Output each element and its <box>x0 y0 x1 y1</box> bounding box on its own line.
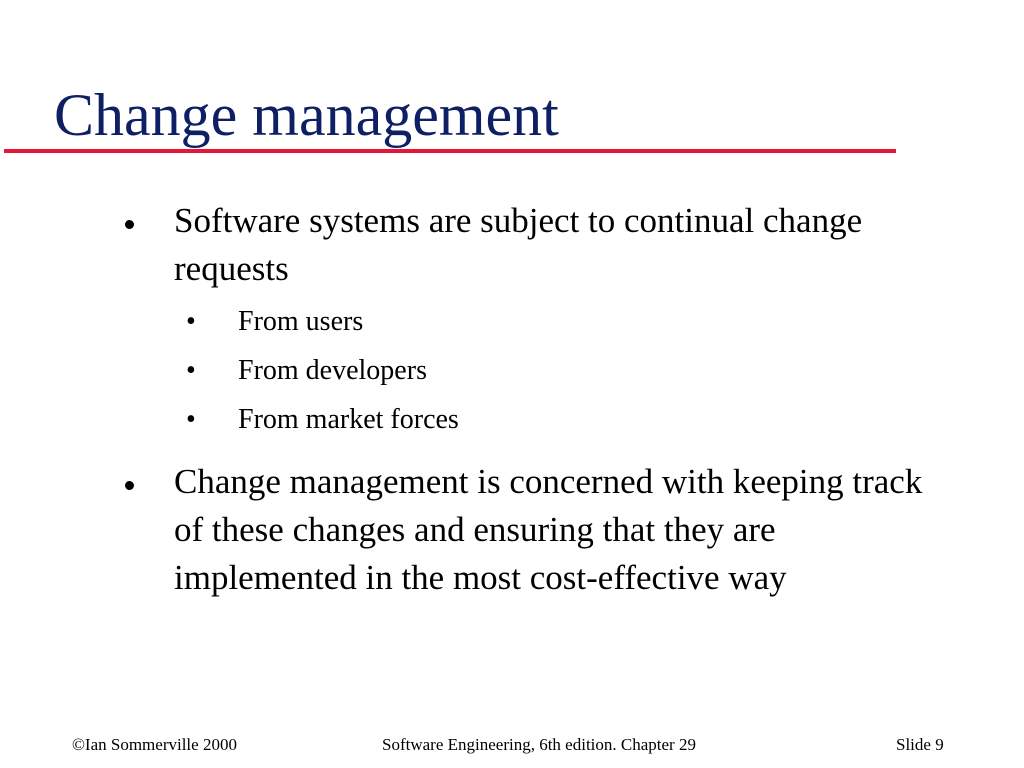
slide-title: Change management <box>54 82 559 148</box>
sub-bullet-dot-icon: • <box>186 306 196 337</box>
bullet-dot-icon <box>125 220 134 229</box>
sub-bullet-item <box>174 346 960 395</box>
title-underline <box>4 149 896 153</box>
sub-bullet-text: From users <box>238 306 364 337</box>
bullet-text: Software systems are subject to continual change requests <box>174 201 863 288</box>
footer-slide-number: Slide 9 <box>896 735 944 754</box>
sub-bullet-list <box>174 297 960 444</box>
bullet-list <box>120 197 960 616</box>
sub-bullet-text: From market forces <box>238 404 459 435</box>
bullet-item <box>120 458 960 602</box>
sub-bullet-dot-icon: • <box>186 355 196 386</box>
footer-book-title: Software Engineering, 6th edition. Chapter 29 <box>382 735 696 754</box>
bullet-item <box>120 197 960 444</box>
footer-copyright: ©Ian Sommerville 2000 <box>72 735 237 754</box>
sub-bullet-item <box>174 297 960 346</box>
bullet-dot-icon <box>125 481 134 490</box>
sub-bullet-item <box>174 395 960 444</box>
sub-bullet-dot-icon: • <box>186 404 196 435</box>
bullet-text: Change management is concerned with keeping track of these changes and ensuring that they are implemented in the most cost-effective way <box>174 462 923 597</box>
sub-bullet-text: From developers <box>238 355 427 386</box>
